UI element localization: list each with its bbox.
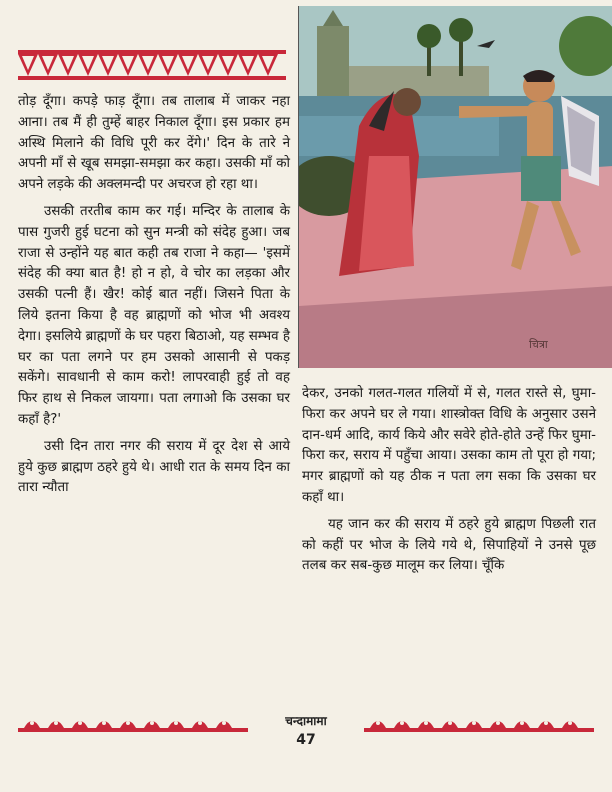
left-text-column	[18, 92, 290, 499]
page-footer	[18, 712, 594, 752]
page-number: 47	[296, 732, 316, 748]
right-paragraph-2: यह जान कर की सराय में ठहरे हुये ब्राह्मण पिछली रात को कहीं पर भोज के लिये गये थे, सिपाहियों ने उनसे पूछ तलब कर सब-कुछ मालूम कर लिया। चूँकि	[302, 516, 596, 574]
left-paragraph-1: तोड़ दूँगा। कपड़े फाड़ दूँगा। तब तालाब में जाकर नहा आना। तब मैं ही तुम्हें बाहर निकाल दूँगा। इस प्रकार हम अस्थि मिलाने की विधि पूरी कर देंगे।' दिन के तारे ने अपनी माँ से खूब समझा-समझा कर कहा। उसकी माँ को अपने लड़के की अक्लमन्दी पर अचरज हो रहा था।	[18, 94, 290, 193]
footer-ornament-left	[18, 712, 248, 734]
left-paragraph-2: उसकी तरतीब काम कर गई। मन्दिर के तालाब के पास गुजरी हुई घटना को सुन मन्त्री को संदेह हुआ। जब राजा से उन्होंने यह बात कही तब राजा ने कहा— 'इसमें संदेह की क्या बात है! हो न हो, वे चोर का लड़का और उसकी पत्नी हैं। खैर! कोई बात नहीं। जिसने पिता के लिये इतना किया है वह ब्राह्मणों को भोज भी अवश्य देगा। इसलिये ब्राह्मणों के घर पहरा बिठाओ, यह सम्भव है घर का पता लगने पर हम उसको आसानी से पकड़ सकेंगे। सावधानी से काम करो! लापरवाही हुई तो वह फिर हाथ से निकल जायगा। पता लगाओ कि उसका घर कहाँ है?'	[18, 203, 290, 427]
footer-ornament-right	[364, 712, 594, 734]
left-paragraph-3: उसी दिन तारा नगर की सराय में दूर देश से आये हुये कुछ ब्राह्मण ठहरे हुये थे। आधी रात के समय दिन का तारा न्यौता	[18, 438, 290, 496]
right-text-column	[302, 384, 596, 577]
top-decorative-border	[18, 50, 286, 80]
right-paragraph-1: देकर, उनको गलत-गलत गलियों में से, गलत रास्ते से, घुमा-फिरा कर अपने घर ले गया। शास्त्रोक्त विधि के अनुसार उसने दान-धर्म आदि, कार्य किये और सवेरे होते-होते उन्हें फिर घुमा-फिरा कर, सराय में पहुँचा आया। उसका काम तो पूरा हो गया; मगर ब्राह्मणों को यह ठीक न पता लग सका कि उसका घर कहाँ था।	[302, 386, 596, 505]
artist-signature: चित्रा	[529, 338, 548, 351]
story-illustration	[298, 6, 612, 368]
magazine-title: चन्दामामा	[285, 714, 327, 728]
